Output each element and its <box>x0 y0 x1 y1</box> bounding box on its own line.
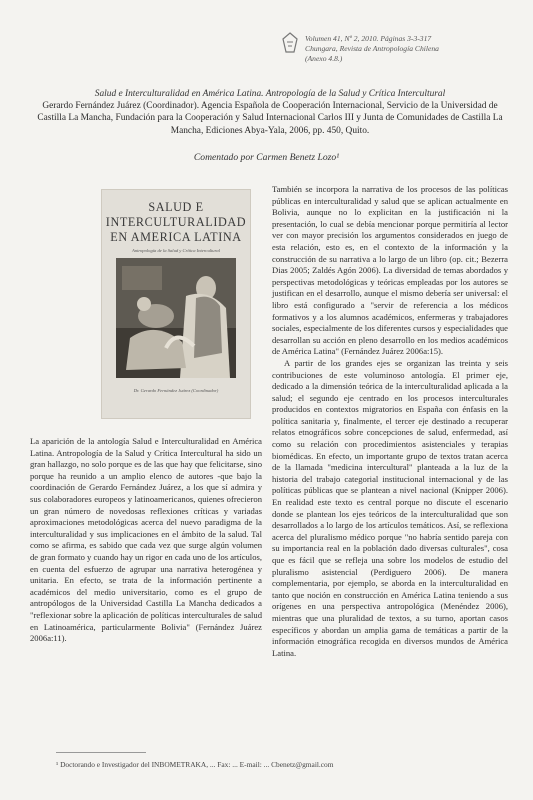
review-byline: Comentado por Carmen Benetz Lozo¹ <box>193 152 340 163</box>
review-book-details: Gerardo Fernández Juárez (Coordinador). Agencia Española de Cooperación Internacional, Servicio de la Universidad de Castilla La Mancha, Fundación para la Cooperación y Salud Internacional Carlos III y Junta de Comunidades de Castilla La Mancha, Ediciones Abya-Yala, 2006, pp. 450, Quito. <box>37 101 503 136</box>
journal-name: Chungara, Revista de Antropología Chilena <box>305 44 439 53</box>
cover-painting-illustration <box>116 258 236 378</box>
journal-annex: (Anexo 4.8.) <box>305 54 343 63</box>
review-book-title: Salud e Interculturalidad en América Latina. Antropología de la Salud y Crítica Intercultural <box>94 89 446 99</box>
journal-volume: Volumen 41, Nº 2, 2010. Páginas 3-3-317 <box>305 34 432 43</box>
footnote-text: ¹ Doctorando e Investigador del INBOMETRAKA, ... Fax: ... E-mail: ... Cbenetz@gmail.com <box>56 760 334 769</box>
right-column-text <box>272 184 508 659</box>
right-paragraph: A partir de los grandes ejes se organizan las treinta y seis contribuciones de este voluminoso antología. El primer eje, dedicado a la dimensión teórica de la interculturalidad aplicada a la salud; el segundo eje centrado en los procesos interculturales producidos en contextos migratorios en España con énfasis en la política sanitaria y, finalmente, el tercer eje destinado a recuperar relatos etnográficos sobre concepciones de salud, enfermedad, así como su relación con procedimientos asistenciales y terapias biomédicas. En efecto, un importante grupo de textos tratan acerca de la llamada "medicina intercultural" planteada a la luz de la historia del trabajo categorial institucional internacional y de las políticas públicas que se plantean a nivel nacional (Knipper 2006). En realidad este texto es central porque no discute el escenario donde se plantean los ejes teóricos de la interculturalidad que son desarrollados a lo largo de los artículos temáticos. Así, se reflexiona acerca del pluralismo médico porque "no habría sentido pareja con su importancia real en la población dado diversas culturales", cosa que es fácil que se refleja una sobre los modelos de estudio del pluralismo asistencial (Perdiguero 2006). De manera complementaria, por ejemplo, se aborda en la interculturalidad en tanto que noción en construcción en América Latina teniendo a sus orígenes en una perspectiva antropológica (Menéndez 2006), mientras que una pluralidad de textos, a su turno, aportan casos específicos y abordan un amplia gama de temáticas a partir de la información etnográfica recogida en diversos mundos de América Latina. <box>272 357 508 658</box>
book-cover-subtitle: Antropología de la Salud y Crítica Intercultural <box>132 248 220 253</box>
footnote-rule <box>56 752 146 753</box>
left-paragraph: La aparición de la antología Salud e Interculturalidad en América Latina. Antropología de la Salud y Crítica Intercultural ha sido un gran hallazgo, no solo porque es de las que hay que felicitarse, sino porque ha reunido a un amplio elenco de autores -que bajo la coordinación de Gerardo Fernández Juárez, a los que sí admira y sus colaboradores europeos y latinoamericanos, quienes ofrecieron un gran número de novedosas reflexiones críticas y variadas aproximaciones metodológicas acerca del nuevo paradigma de la interculturalidad y sus implicaciones en el ámbito de la salud. Tal como se afirma, es sabido que cada vez que surge algún volumen de gran formato y cuando hay un rigor en cada uno de los artículos, en cuenta del esfuerzo de agrupar una narrativa heterogénea y unitaria. En efecto, se trata de la información pertinente a académicos del medio universitario, como es el grupo de antropólogos de la Universidad Castilla La Mancha dedicados a "reflexionar sobre la aplicación de políticas interculturales de salud en Latinoamérica, particularmente Bolivia" (Fernández Juárez 2006a:11). <box>30 436 262 644</box>
footnote <box>56 760 516 769</box>
book-cover-image <box>102 190 250 418</box>
left-column-text <box>30 436 262 645</box>
book-cover-editor: Dr. Gerardo Fernández Juárez (Coordinador) <box>133 388 219 393</box>
review-reference <box>30 88 510 137</box>
journal-logo-icon <box>281 32 299 54</box>
journal-header <box>305 34 505 64</box>
right-paragraph: También se incorpora la narrativa de los procesos de las políticas públicas en interculturalidad y salud que se aplican actualmente en Bolivia, aunque no lo explicitan en la justificación ni la presentación, lo cual se debía mencionar porque permitiría al lector ver con mayor precisión los argumentos considerados en juego de esta relación, esto es, en el contexto de la información y la construcción de su narrativa a lo largo de un libro (op. cit.; Bezerra Dias 2005; Zaldés Agón 2006). La diversidad de temas abordados y perspectivas metodológicas y teóricas empleadas por los autores se justifican en el desarrollo, aunque el mismo debería ser universal: el libro está configurado a "servir de referencia a los médicos formativos y a los alumnos académicos, enfermeras y trabajadores sociales, especialmente de los diferentes cursos y especialidades que desarrollan su acción en pleno desarrollo en los medios académicos de América Latina" (Fernández Juárez 2006a:15). <box>272 184 508 357</box>
book-cover-title: SALUD E INTERCULTURALIDAD EN AMERICA LATINA <box>105 200 247 244</box>
